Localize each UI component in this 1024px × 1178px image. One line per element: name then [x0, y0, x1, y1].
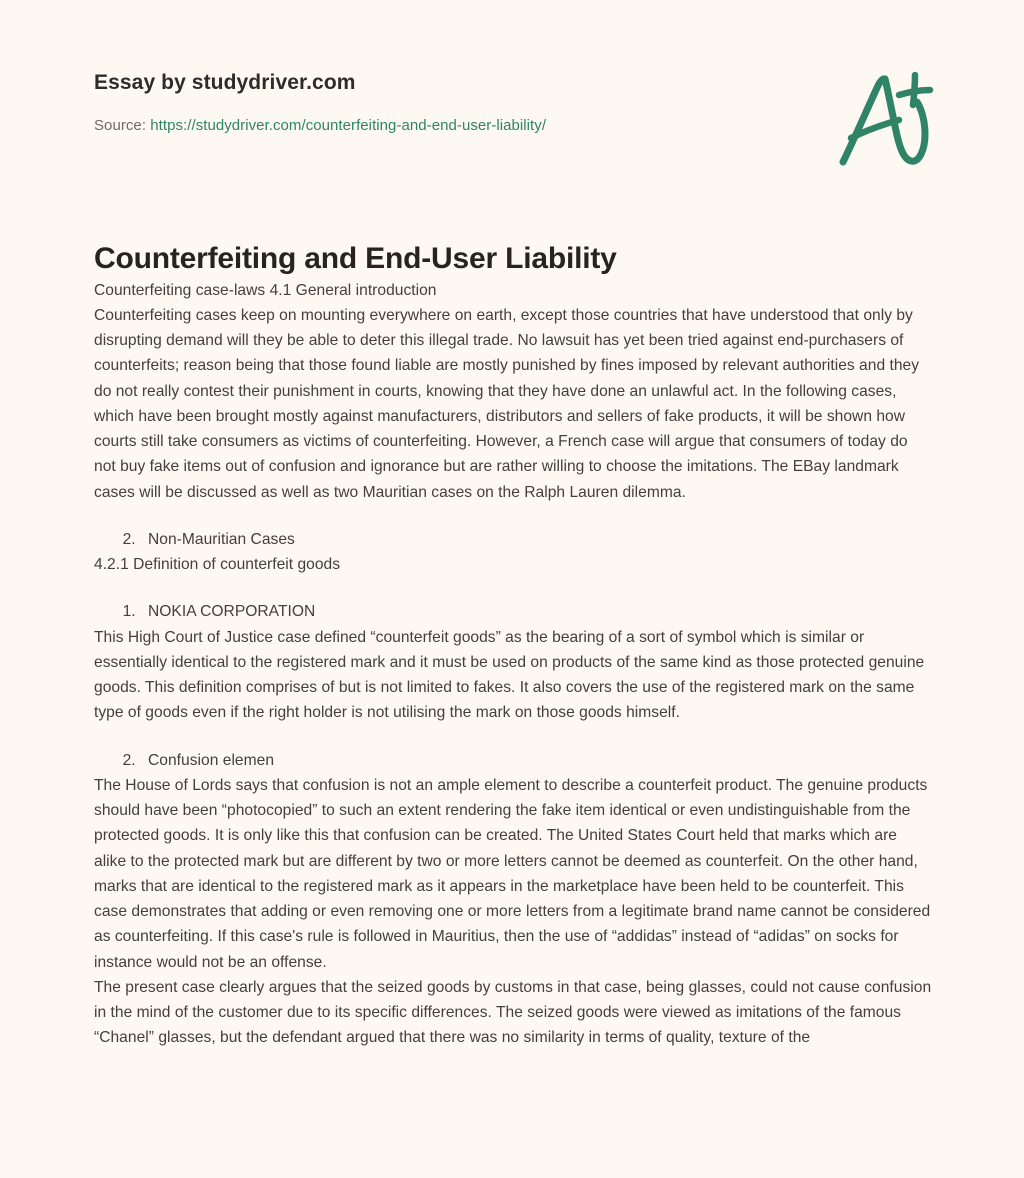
- brand-line: Essay by studydriver.com: [94, 71, 356, 94]
- source-url-link[interactable]: https://studydriver.com/counterfeiting-and-end-user-liability/: [150, 117, 547, 135]
- list-item: 1. NOKIA CORPORATION: [140, 599, 932, 624]
- heading-4-2-1: 4.2.1 Definition of counterfeit goods: [94, 556, 341, 573]
- paragraph-3: The House of Lords says that confusion is not an ample element to describe a counterfeit product. The genuine products should have been “photocopied” to such an extent rendering the fake item identical or even undistinguishable from the protected goods. It is only like this that confusion can be created. The United States Court held that marks which are alike to the protected mark but are different by two or more letters cannot be deemed as counterfeit. On the other hand, marks that are identical to the registered mark as it appears in the marketplace have been held to be counterfeit. This case demonstrates that adding or even removing one or more letters from a legitimate brand name cannot be considered as counterfeiting. If this case's rule is followed in Mauritius, then the use of “addidas” instead of “adidas” on socks for instance would not be an offense.: [94, 776, 931, 971]
- paragraph-4: The present case clearly argues that the seized goods by customs in that case, being glasses, could not cause confusion in the mind of the customer due to its specific differences. The seized goods were viewed as imitations of the famous “Chanel” glasses, but the defendant argued that there was no similarity in terms of quality, texture of the: [94, 978, 932, 1047]
- list-nokia-corporation: [94, 599, 932, 624]
- paragraph-2: This High Court of Justice case defined “counterfeit goods” as the bearing of a sort of symbol which is similar or essentially identical to the registered mark and it must be used on products of the same kind as those protected genuine goods. This definition comprises of but is not limited to fakes. It also covers the use of the registered mark on the same type of goods even if the right holder is not utilising the mark on those goods himself.: [94, 628, 925, 722]
- article-body: [94, 240, 932, 1051]
- document-header: [0, 0, 1024, 195]
- source-line: [94, 116, 930, 136]
- list-non-mauritian-cases: [94, 527, 932, 552]
- page-title: Counterfeiting and End-User Liability: [94, 242, 617, 275]
- list-item: 2. Non-Mauritian Cases: [140, 527, 932, 552]
- list-item: 2. Confusion elemen: [140, 748, 932, 773]
- list-confusion-element: [94, 748, 932, 773]
- paragraph-1: Counterfeiting cases keep on mounting everywhere on earth, except those countries that have understood that only by disrupting demand will they be able to deter this illegal trade. No lawsuit has yet been tried against end-purchasers of counterfeits; reason being that those found liable are mostly punished by fines imposed by relevant authorities and they do not really contest their punishment in courts, knowing that they have done an unlawful act. In the following cases, which have been brought mostly against manufacturers, distributors and sellers of fake products, it will be shown how courts still take consumers as victims of counterfeiting. However, a French case will argue that consumers of today do not buy fake items out of confusion and ignorance but are rather willing to choose the imitations. The EBay landmark cases will be discussed as well as two Mauritian cases on the Ralph Lauren dilemma.: [94, 306, 920, 501]
- article-subtitle: Counterfeiting case-laws 4.1 General introduction: [94, 281, 437, 299]
- source-label: Source:: [94, 117, 151, 135]
